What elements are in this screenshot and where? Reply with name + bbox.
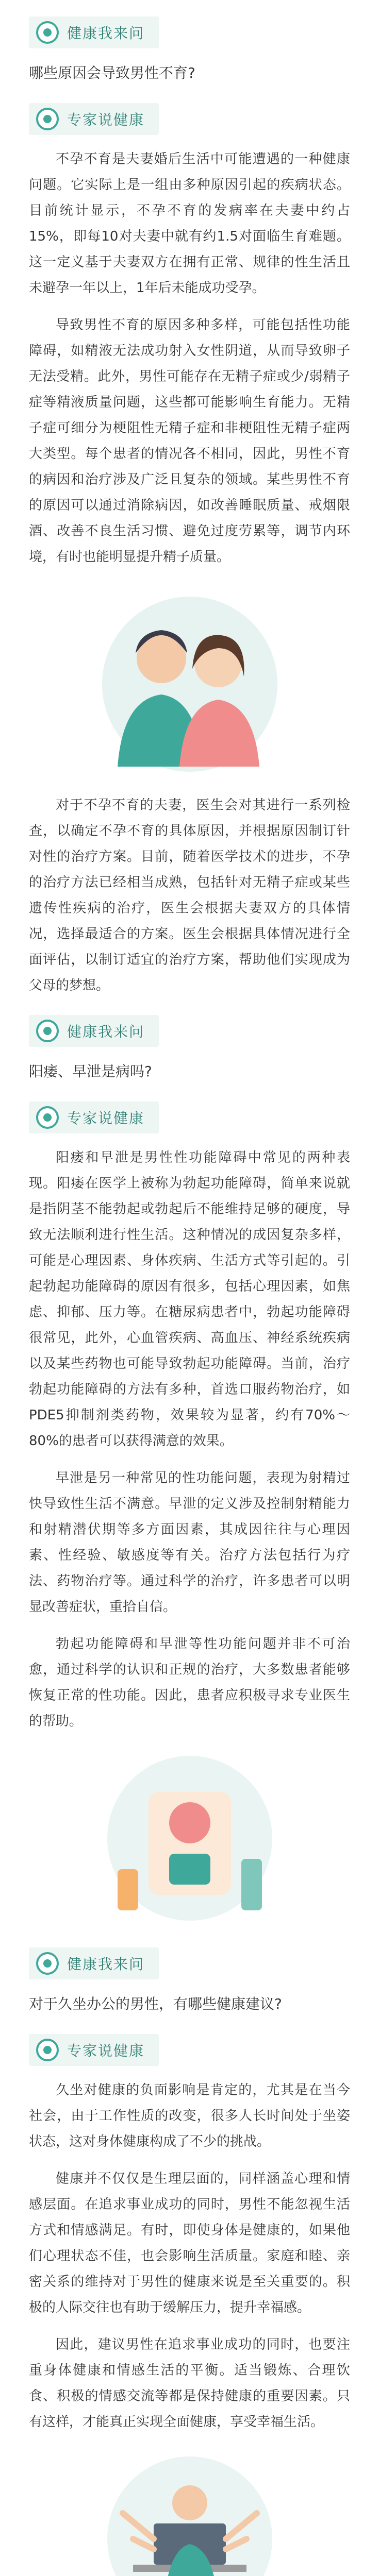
label-dot-icon [36,1952,59,1975]
answer-paragraph: 对于不孕不育的夫妻，医生会对其进行一系列检查，以确定不孕不育的具体原因，并根据原因制订针对性的治疗方案。目前，随着医学技术的进步，不孕的治疗方法已经相当成熟，包括针对无精子症或某些遗传性疾病的治疗，医生会根据夫妻双方的具体情况，选择最适合的方案。医生会根据具体情况进行全面评估，以制订适宜的治疗方案，帮助他们实现成为父母的梦想。 [29,798,350,993]
answer-paragraph: 勃起功能障碍和早泄等性功能问题并非不可治愈，通过科学的认识和正规的治疗，大多数患者能够恢复正常的性功能。因此，患者应积极寻求专业医生的帮助。 [29,1636,350,1729]
label-dot-icon [36,108,59,130]
qa-section-3 [0,1947,379,2576]
answer-paragraph: 不孕不育是夫妻婚后生活中可能遭遇的一种健康问题。它实际上是一组由多种原因引起的疾病状态。目前统计显示，不孕不育的发病率在夫妻中约占15%，即每10对夫妻中就有约1.5对面临生育难题。这一定义基于夫妻双方在拥有正常、规律的性生活且未避孕一年以上，1年后未能成功受孕。 [29,151,350,296]
answer-paragraph: 因此，建议男性在追求事业成功的同时，也要注重身体健康和情感生活的平衡。适当锻炼、合理饮食、积极的情感交流等都是保持健康的重要因素。只有这样，才能真正实现全面健康，享受幸福生活。 [29,2337,350,2430]
qa-section-1 [0,16,379,998]
answer-paragraph: 阳痿和早泄是男性性功能障碍中常见的两种表现。阳痿在医学上被称为勃起功能障碍，简单来说就是指阴茎不能勃起或勃起后不能维持足够的硬度，导致无法顺利进行性生活。这种情况的成因复杂多样，可能是心理因素、身体疾病、生活方式等引起的。引起勃起功能障碍的原因有很多，包括心理因素，如焦虑、抑郁、压力等。在糖尿病患者中，勃起功能障碍很常见，此外，心血管疾病、高血压、神经系统疾病以及某些药物也可能导致勃起功能障碍。当前，治疗勃起功能障碍的方法有多种，首选口服药物治疗，如PDE5抑制剂类药物，效果较为显著，约有70%～80%的患者可以获得满意的效果。 [29,1150,350,1449]
question-text: 哪些原因会导致男性不育? [29,64,195,81]
label-dot-icon [36,21,59,44]
label-dot-icon [36,1106,59,1129]
question-text: 阳痿、早泄是病吗? [29,1063,152,1080]
answer-label: 专家说健康 [29,2034,350,2066]
label-dot-icon [36,2039,59,2061]
answer-paragraph: 导致男性不育的原因多种多样，可能包括性功能障碍，如精液无法成功射入女性阴道，从而导致卵子无法受精。此外，男性可能存在无精子症或少/弱精子症等精液质量问题，这些都可能影响生育能力。无精子症可细分为梗阻性无精子症和非梗阻性无精子症两大类型。每个患者的情况各不相同，因此，男性不育的病因和治疗涉及广泛且复杂的领域。某些男性不育的原因可以通过消除病因，如改善睡眠质量、戒烟限酒、改善不良生活习惯、避免过度劳累等，调节内环境，有时也能明显提升精子质量。 [29,317,350,565]
answer-paragraph: 健康并不仅仅是生理层面的，同样涵盖心理和情感层面。在追求事业成功的同时，男性不能忽视生活方式和情感满足。有时，即使身体是健康的，如果他们心理状态不佳，也会影响生活质量。家庭和睦、亲密关系的维持对于男性的健康来说是至关重要的。积极的人际交往也有助于缓解压力，提升幸福感。 [29,2171,350,2315]
couple-illustration [29,581,350,777]
answer-label: 专家说健康 [29,1101,350,1133]
medical-illustration [29,1745,350,1931]
answer-label: 专家说健康 [29,103,350,135]
question-label: 健康我来问 [29,1947,350,1979]
label-dot-icon [36,1020,59,1042]
question-label: 健康我来问 [29,1015,350,1047]
office-worker-illustration [29,2446,350,2576]
answer-paragraph: 早泄是另一种常见的性功能问题，表现为射精过快导致性生活不满意。早泄的定义涉及控制射精能力和射精潜伏期等多方面因素，其成因往往与心理因素、性经验、敏感度等有关。治疗方法包括行为疗法、药物治疗等。通过科学的治疗，许多患者可以明显改善症状，重拾自信。 [29,1470,350,1615]
qa-section-2 [0,1015,379,1931]
question-text: 对于久坐办公的男性，有哪些健康建议? [29,1995,282,2012]
question-label: 健康我来问 [29,16,350,48]
answer-paragraph: 久坐对健康的负面影响是肯定的，尤其是在当今社会，由于工作性质的改变，很多人长时间处于坐姿状态，这对身体健康构成了不少的挑战。 [29,2082,350,2149]
